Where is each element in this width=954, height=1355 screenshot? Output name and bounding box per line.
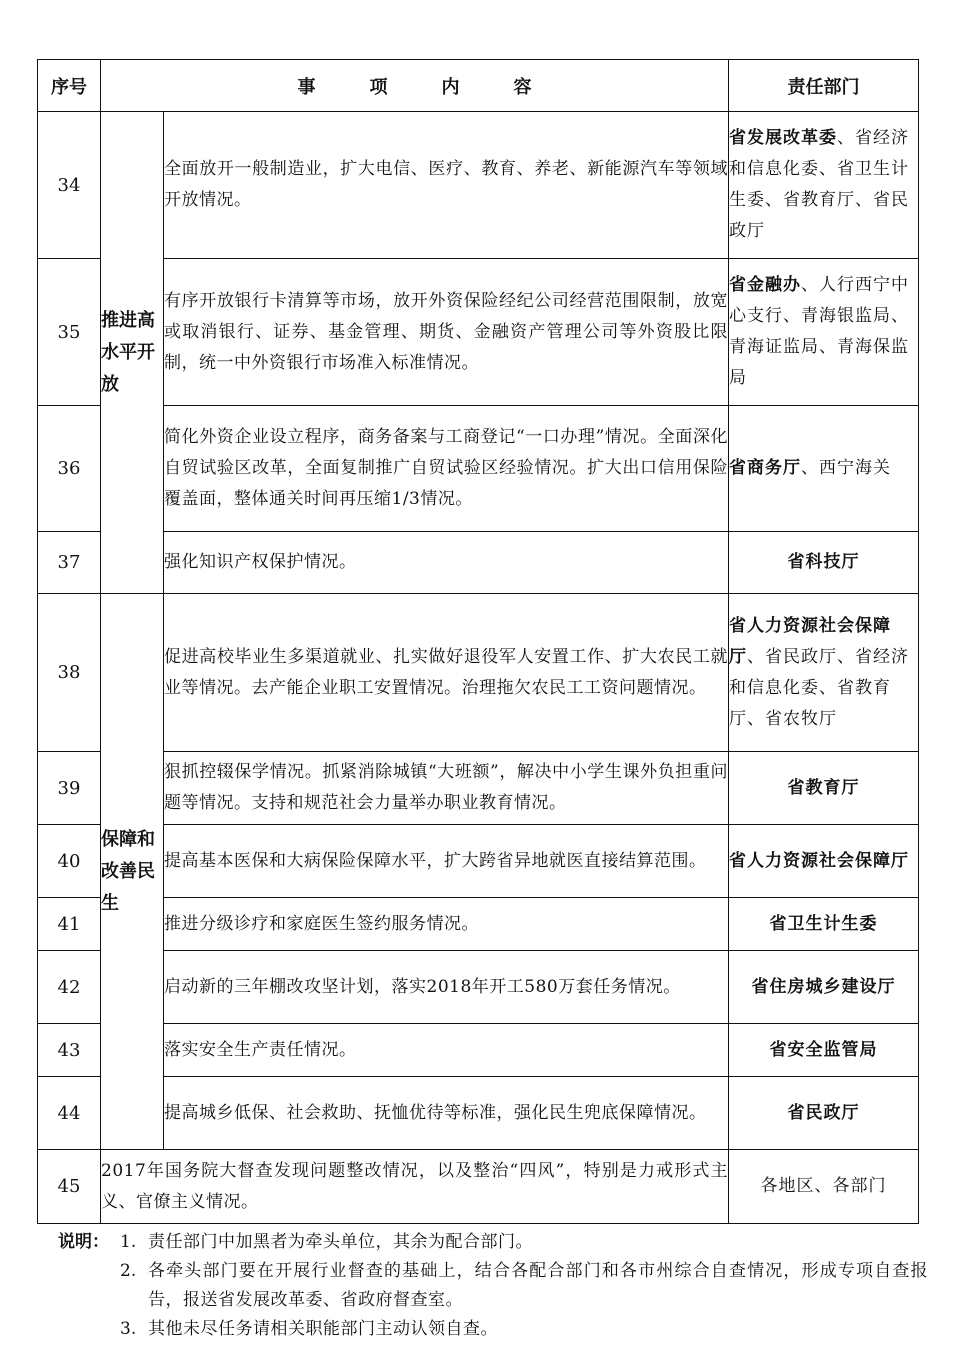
row-seq: 37: [38, 532, 101, 594]
assist-dept: 、人行西宁中心支行、青海银监局、青海证监局、青海保监局: [729, 275, 909, 388]
row-content: 全面放开一般制造业，扩大电信、医疗、教育、养老、新能源汽车等领域开放情况。: [164, 112, 729, 259]
assist-dept: 、西宁海关: [801, 458, 891, 478]
table-row: [38, 594, 919, 752]
row-seq: 38: [38, 594, 101, 752]
notes-section: [58, 1228, 928, 1344]
row-dept: [729, 594, 919, 752]
row-content: 提高基本医保和大病保险保障水平，扩大跨省异地就医直接结算范围。: [164, 825, 729, 898]
table-row: [38, 532, 919, 594]
lead-dept: 省安全监管局: [769, 1039, 878, 1060]
assist-dept: 、省民政厅、省经济和信息化委、省教育厅、省农牧厅: [729, 646, 909, 729]
lead-dept: 省卫生计生委: [769, 913, 878, 934]
table-row: [38, 406, 919, 532]
table-row: [38, 951, 919, 1024]
category-open: 推进高水平开放: [101, 112, 164, 594]
note-text: 责任部门中加黑者为牵头单位，其余为配合部门。: [148, 1232, 533, 1252]
row-dept: [729, 1150, 919, 1224]
supervision-table: [37, 59, 919, 1224]
row-seq: 39: [38, 752, 101, 825]
assist-dept: 、省经济和信息化委、省卫生计生委、省教育厅、省民政厅: [729, 128, 909, 241]
row-content: 有序开放银行卡清算等市场，放开外资保险经纪公司经营范围限制，放宽或取消银行、证券、基金管理、期货、金融资产管理公司等外资股比限制，统一中外资银行市场准入标准情况。: [164, 259, 729, 406]
lead-dept: 省科技厅: [787, 552, 860, 572]
note-text: 其他未尽任务请相关职能部门主动认领自查。: [148, 1319, 498, 1339]
table-row: [38, 112, 919, 259]
row-dept: [729, 532, 919, 594]
row-seq: 42: [38, 951, 101, 1024]
row-seq: 34: [38, 112, 101, 259]
table-row: [38, 1024, 919, 1077]
lead-dept: 省商务厅: [729, 458, 801, 478]
row-seq: 43: [38, 1024, 101, 1077]
table-row: [38, 752, 919, 825]
row-dept: [729, 825, 919, 898]
table-row: [38, 825, 919, 898]
notes-label: 说明：: [58, 1232, 109, 1252]
row-dept: [729, 259, 919, 406]
row-content: 促进高校毕业生多渠道就业、扎实做好退役军人安置工作、扩大农民工就业等情况。去产能企业职工安置情况。治理拖欠农民工工资问题情况。: [164, 594, 729, 752]
table-row: [38, 1077, 919, 1150]
note-number: 2.: [120, 1261, 137, 1281]
header-content: 事 项 内 容: [101, 60, 729, 112]
note-number: 1.: [120, 1232, 137, 1252]
assist-dept: 各地区、各部门: [760, 1176, 887, 1196]
table-row: [38, 259, 919, 406]
row-seq: 36: [38, 406, 101, 532]
row-content: 推进分级诊疗和家庭医生签约服务情况。: [164, 898, 729, 951]
row-content: 狠抓控辍保学情况。抓紧消除城镇“大班额”，解决中小学生课外负担重问题等情况。支持和规范社会力量举办职业教育情况。: [164, 752, 729, 825]
row-dept: [729, 1077, 919, 1150]
table-header-row: [38, 60, 919, 112]
row-dept: [729, 1024, 919, 1077]
lead-dept: 省教育厅: [787, 777, 860, 798]
note-number: 3.: [120, 1319, 137, 1339]
header-dept: 责任部门: [729, 60, 919, 112]
row-content: 落实安全生产责任情况。: [164, 1024, 729, 1077]
lead-dept: 省人力资源社会保障厅: [729, 615, 891, 667]
lead-dept: 省住房城乡建设厅: [751, 976, 896, 997]
note-item: [58, 1315, 928, 1344]
table-row: [38, 898, 919, 951]
row-dept: [729, 951, 919, 1024]
lead-dept: 省金融办: [729, 275, 801, 295]
row-content: 简化外资企业设立程序，商务备案与工商登记“一口办理”情况。全面深化自贸试验区改革，全面复制推广自贸试验区经验情况。扩大出口信用保险覆盖面，整体通关时间再压缩1/3情况。: [164, 406, 729, 532]
lead-dept: 省发展改革委: [729, 128, 837, 148]
row-dept: [729, 406, 919, 532]
row-seq: 40: [38, 825, 101, 898]
row-seq: 35: [38, 259, 101, 406]
row-content: 启动新的三年棚改攻坚计划，落实2018年开工580万套任务情况。: [164, 951, 729, 1024]
row-content: 强化知识产权保护情况。: [164, 532, 729, 594]
row-seq: 45: [38, 1150, 101, 1224]
row-seq: 41: [38, 898, 101, 951]
header-seq: 序号: [38, 60, 101, 112]
note-item: [58, 1257, 928, 1315]
table-row: [38, 1150, 919, 1224]
note-item: [58, 1228, 928, 1257]
row-dept: [729, 752, 919, 825]
row-dept: [729, 898, 919, 951]
row-content: 提高城乡低保、社会救助、抚恤优待等标准，强化民生兜底保障情况。: [164, 1077, 729, 1150]
lead-dept: 省民政厅: [787, 1102, 860, 1123]
row-content: 2017年国务院大督查发现问题整改情况，以及整治“四风”，特别是力戒形式主义、官僚主义情况。: [101, 1150, 729, 1224]
category-livelihood: 保障和改善民生: [101, 594, 164, 1150]
note-text: 各牵头部门要在开展行业督查的基础上，结合各配合部门和各市州综合自查情况，形成专项自查报告，报送省发展改革委、省政府督查室。: [148, 1261, 928, 1310]
row-dept: [729, 112, 919, 259]
lead-dept: 省人力资源社会保障厅: [729, 850, 909, 871]
row-seq: 44: [38, 1077, 101, 1150]
